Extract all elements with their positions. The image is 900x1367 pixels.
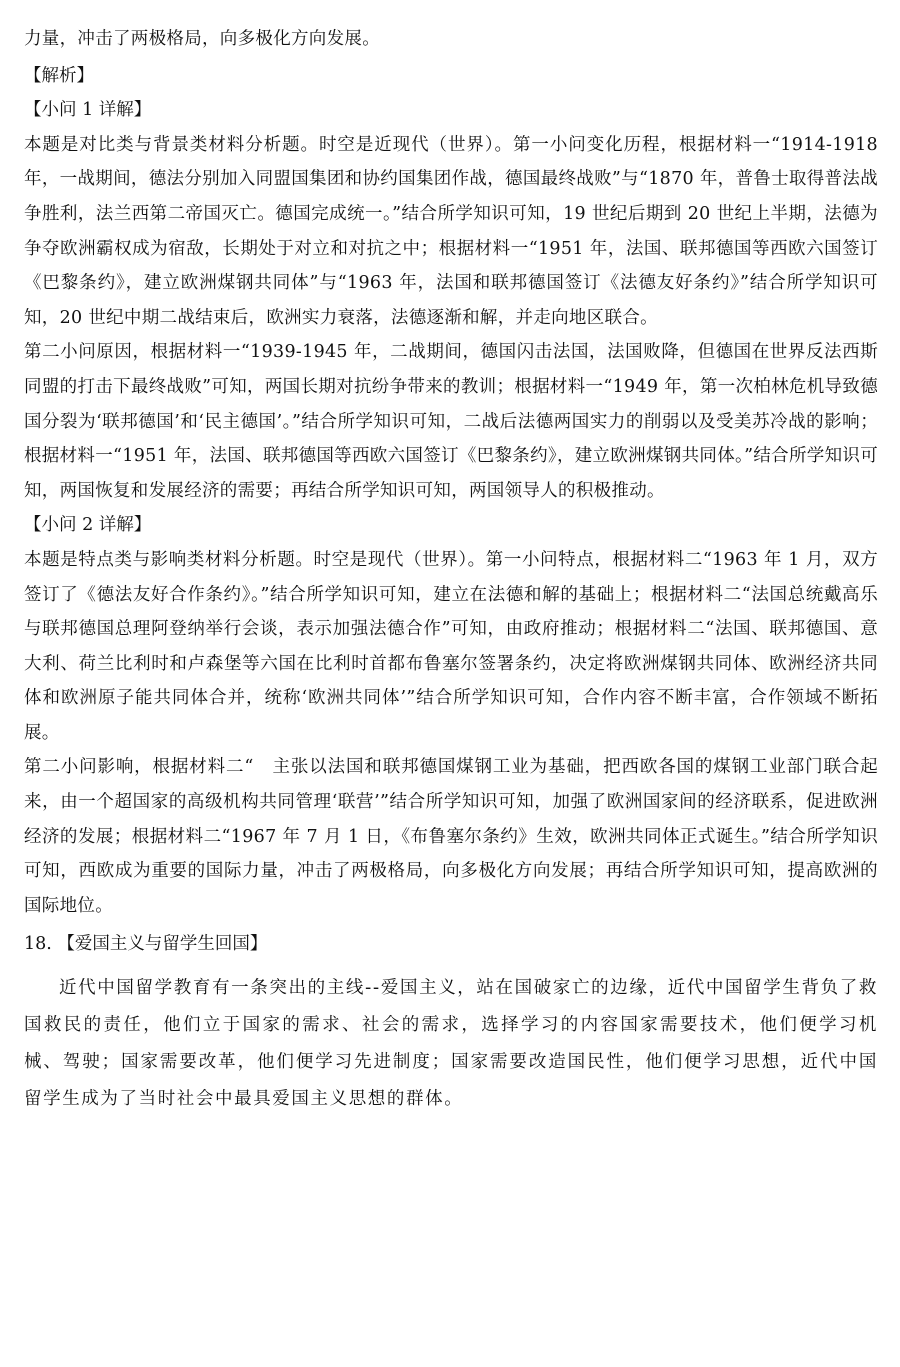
q2-heading: 【小问 2 详解】 <box>24 515 152 536</box>
continuation-text: 力量，冲击了两极格局，向多极化方向发展。 <box>24 29 380 49</box>
q2-paragraph-2: 第二小问影响，根据材料二“ 主张以法国和联邦德国煤钢工业为基础，把西欧各国的煤钢工业部门联合起来，由一个超国家的高级机构共同管理‘联营’”结合所学知识可知，加强了欧洲国家间的经济联系，促进欧洲经济的发展；根据材料二“1967 年 7 月 1 日，《布鲁塞尔条约》生效，欧洲共同体正式诞生。”结合所学知识可知，西欧成为重要的国际力量，冲击了两极格局，向多极化方向发展；再结合所学知识可知，提高欧洲的国际地位。 <box>24 757 878 916</box>
analysis-heading: 【解析】 <box>24 65 94 86</box>
q2-paragraph-1: 本题是特点类与影响类材料分析题。时空是现代（世界）。第一小问特点，根据材料二“1963 年 1 月，双方签订了《德法友好合作条约》。”结合所学知识可知，建立在法德和解的基础上；根据材料二“法国总统戴高乐与联邦德国总理阿登纳举行会谈，表示加强法德合作”可知，由政府推动；根据材料二“法国、联邦德国、意大利、荷兰比利时和卢森堡等六国在比利时首都布鲁塞尔签署条约，决定将欧洲煤钢共同体、欧洲经济共同体和欧洲原子能共同体合并，统称‘欧洲共同体’”结合所学知识可知，合作内容不断丰富，合作领域不断拓展。 <box>24 549 878 743</box>
question-18-heading: 18. 【爱国主义与留学生回国】 <box>24 934 268 955</box>
q1-paragraph-1: 本题是对比类与背景类材料分析题。时空是近现代（世界）。第一小问变化历程，根据材料一“1914-1918 年，一战期间，德法分别加入同盟国集团和协约国集团作战，德国最终战败”与“1870 年，普鲁士取得普法战争胜利，法兰西第二帝国灭亡。德国完成统一。”结合所学知识可知，19 世纪后期到 20 世纪上半期，法德为争夺欧洲霸权成为宿敌，长期处于对立和对抗之中；根据材料一“1951 年，法国、联邦德国等西欧六国签订《巴黎条约》，建立欧洲煤钢共同体”与“1963 年，法国和联邦德国签订《法德友好条约》”结合所学知识可知，20 世纪中期二战结束后，欧洲实力衰落，法德逐渐和解，并走向地区联合。 <box>24 134 878 328</box>
question-18-material: 近代中国留学教育有一条突出的主线--爱国主义，站在国破家亡的边缘，近代中国留学生背负了救国救民的责任，他们立于国家的需求、社会的需求，选择学习的内容国家需要技术，他们便学习机械、驾驶；国家需要改革，他们便学习先进制度；国家需要改造国民性，他们便学习思想，近代中国留学生成为了当时社会中最具爱国主义思想的群体。 <box>24 978 878 1110</box>
q1-paragraph-2: 第二小问原因，根据材料一“1939-1945 年，二战期间，德国闪击法国，法国败降，但德国在世界反法西斯同盟的打击下最终战败”可知，两国长期对抗纷争带来的教训；根据材料一“1949 年，第一次柏林危机导致德国分裂为‘联邦德国’和‘民主德国’。”结合所学知识可知，二战后法德两国实力的削弱以及受美苏冷战的影响；根据材料一“1951 年，法国、联邦德国等西欧六国签订《巴黎条约》，建立欧洲煤钢共同体。”结合所学知识可知，两国恢复和发展经济的需要；再结合所学知识可知，两国领导人的积极推动。 <box>24 342 878 501</box>
q1-heading: 【小问 1 详解】 <box>24 100 152 121</box>
